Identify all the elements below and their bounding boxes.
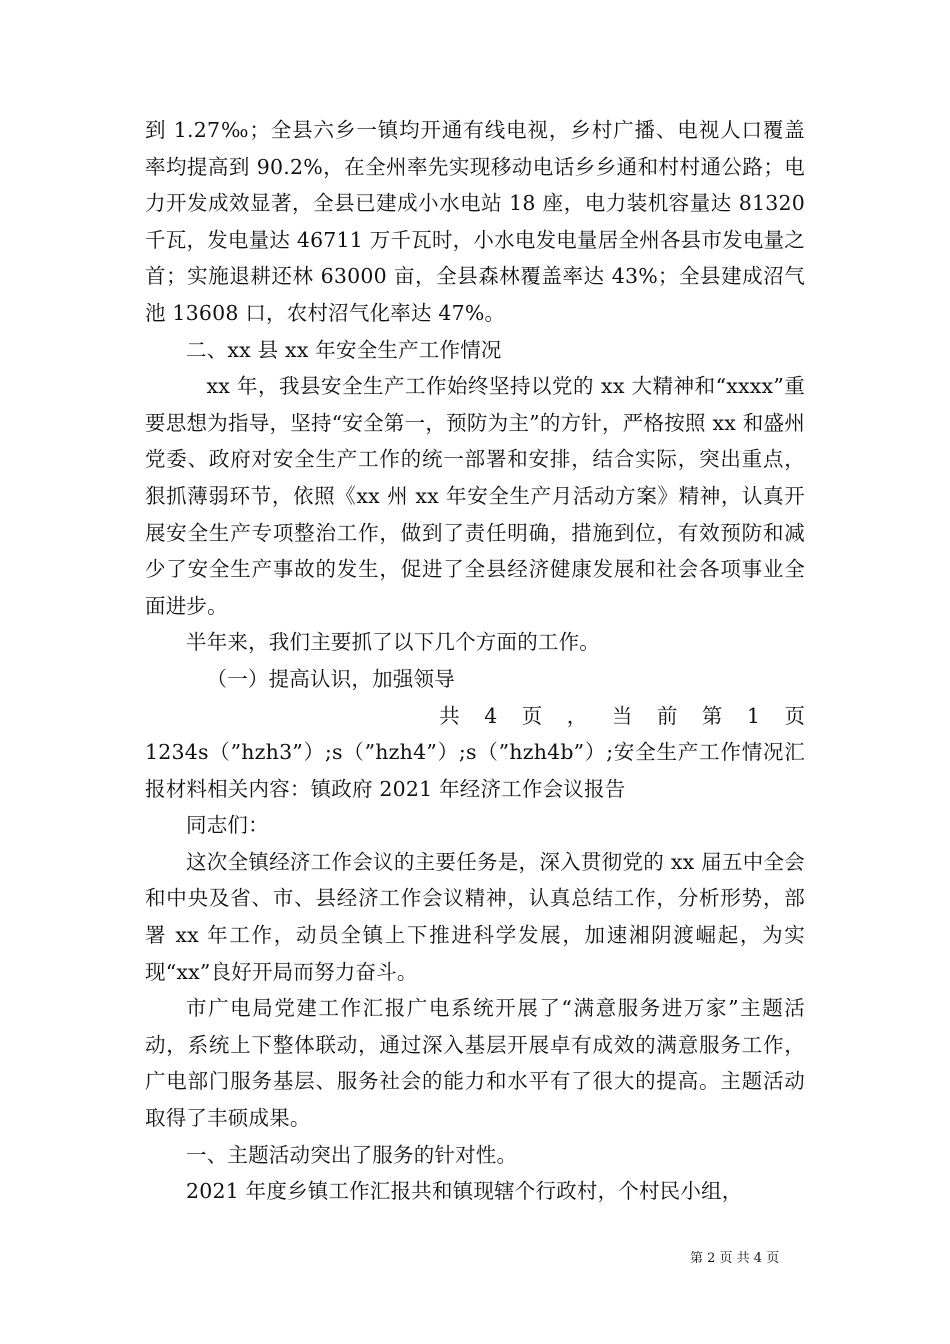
pager-word: 页 <box>521 703 543 728</box>
paragraph-safety-overview: xx 年，我县安全生产工作始终坚持以党的 xx 大精神和“xxxx”重要思想为指导，坚持“安全第一，预防为主”的方针，严格按照 xx 和盛州党委、政府对安全生产工作的统一部署和安排，结合实际，突出重点，狠抓薄弱环节，依照《xx 州 xx 年安全生产月活动方案》精神，认真开展安全生产专项整治工作，做到了责任明确，措施到位，有效预防和减少了安全生产事故的发生，促进了全县经济健康发展和社会各项事业全面进步。 <box>145 374 805 618</box>
pager-word: 当 <box>611 703 633 728</box>
pager-word: 4 <box>484 703 498 728</box>
paragraph-broadcast-report: 市广电局党建工作汇报广电系统开展了“满意服务进万家”主题活动，系统上下整体联动，通过深入基层开展卓有成效的满意服务工作，广电部门服务基层、服务社会的能力和水平有了很大的提高。主题活动取得了丰硕成果。 <box>145 996 805 1131</box>
paragraph-salutation: 同志们： <box>186 813 269 838</box>
subheading-awareness: （一）提高认识，加强领导 <box>206 666 455 691</box>
pager-word: 1 <box>746 703 760 728</box>
pager-word: 第 <box>701 703 723 728</box>
pager-word: 前 <box>656 703 678 728</box>
page-footer: 第 2 页 共 4 页 <box>690 1251 780 1266</box>
document-body <box>145 112 805 1210</box>
pager-word: 页 <box>784 703 805 728</box>
paragraph-township-report: 2021 年度乡镇工作汇报共和镇现辖个行政村，个村民小组， <box>186 1179 743 1204</box>
section-heading-safety: 二、xx 县 xx 年安全生产工作情况 <box>186 337 502 362</box>
pager-word: ， <box>566 703 588 728</box>
paragraph-stats: 到 1.27‰；全县六乡一镇均开通有线电视，乡村广播、电视人口覆盖率均提高到 90.2%，在全州率先实现移动电话乡乡通和村村通公路；电力开发成效显著，全县已建成小水电站 18 座，电力装机容量达 81320 千瓦，发电量达 46711 万千瓦时，小水电发电量居全州各县市发电量之首；实施退耕还林 63000 亩，全县森林覆盖率达 43%；全县建成沼气池 13608 口，农村沼气化率达 47%。 <box>145 118 805 325</box>
paragraph-meeting-task: 这次全镇经济工作会议的主要任务是，深入贯彻党的 xx 届五中全会和中央及省、市、县经济工作会议精神，认真总结工作，分析形势，部署 xx 年工作，动员全镇上下推进科学发展，加速湘阴渡崛起，为实现“xx”良好开局而努力奋斗。 <box>145 849 805 984</box>
inline-page-indicator <box>145 698 805 735</box>
pager-word: 共 <box>439 703 460 728</box>
paragraph-service-heading: 一、主题活动突出了服务的针对性。 <box>186 1142 518 1167</box>
paragraph-half-year: 半年来，我们主要抓了以下几个方面的工作。 <box>186 630 600 655</box>
paragraph-code-snippet: 1234s（”hzh3”）;s（”hzh4”）;s（”hzh4b”）;安全生产工作情况汇报材料相关内容：镇政府 2021 年经济工作会议报告 <box>145 740 805 801</box>
